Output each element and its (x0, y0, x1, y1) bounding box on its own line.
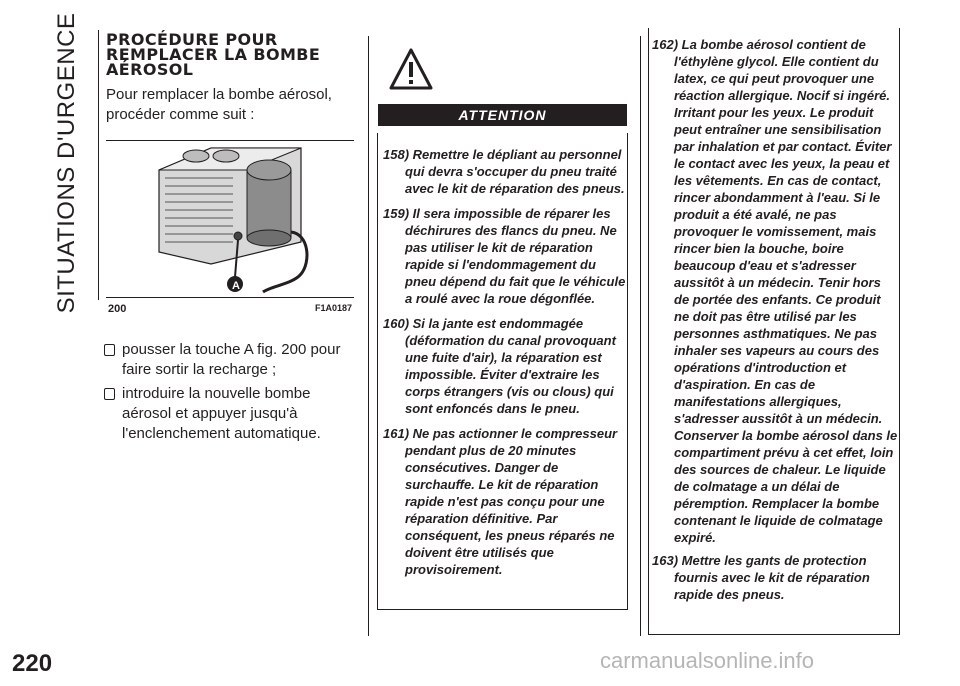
section-side-title (52, 12, 82, 314)
step-text: pousser la touche A fig. 200 pour faire sortir la recharge ; (122, 341, 341, 378)
list-item: 159) Il sera impossible de réparer les déchirures des flancs du pneu. Ne pas utiliser le kit de réparation rapide si l'endommagement du pneu dépend du fait que le véhicule a roulé avec la roue dégonflée. (383, 206, 626, 306)
warning-continued-list (652, 36, 898, 609)
checkbox-bullet-icon (104, 344, 115, 356)
attention-banner: ATTENTION (378, 104, 627, 126)
figure-compressor (106, 140, 354, 320)
page-number: 220 (12, 650, 53, 677)
figure-top-rule (106, 140, 354, 141)
list-item (104, 384, 354, 444)
section-title-text: SITUATIONS D'URGENCE (53, 12, 80, 314)
compressor-illustration (151, 142, 321, 297)
column-rule-right (640, 36, 641, 636)
procedure-column (106, 32, 356, 125)
list-item: 161) Ne pas actionner le compresseur pendant plus de 20 minutes consécutives. Danger de surchauffe. Le kit de réparation rapide n'est pas conçu pour une réparation définitive. Par conséquent, les pneus réparés ne doivent être utilisés que provisoirement. (383, 426, 618, 577)
procedure-heading: PROCÉDURE POUR REMPLACER LA BOMBE AÉROSOL (106, 30, 321, 79)
step-text: introduire la nouvelle bombe aérosol et appuyer jusqu'à l'enclenchement automatique. (122, 385, 321, 442)
list-item: 162) La bombe aérosol contient de l'éthylène glycol. Elle contient du latex, ce qui peut provoquer une réaction allergique. Nocif si ingéré. Irritant pour les yeux. Le produit peut entraîner une sensibilisation par inhalation et par contact. Éviter le contact avec les yeux, la peau et les vêtements. En cas de contact, rincer abondamment à l'eau. Si le produit a été avalé, ne pas provoquer le vomissement, mais rincer bien la bouche, boire beaucoup d'eau et s'adresser aussitôt à un médecin. Tenir hors de portée des enfants. Ce produit ne doit pas être utilisé par les personnes asthmatiques. Ne pas inhaler ses vapeurs au cours des opérations d'introduction et d'aspiration. En cas de manifestations allergiques, s'adresser aussitôt à un médecin. Conserver la bombe aérosol dans le compartiment prévu à cet effet, loin des sources de chaleur. Le liquide de colmatage a un délai de péremption. Remplacer la bombe contenant le liquide de colmatage expiré. (652, 37, 898, 545)
warning-triangle-icon (388, 46, 434, 92)
column-rule-left (98, 30, 99, 300)
list-item: 158) Remettre le dépliant au personnel qui devra s'occuper du pneu traité avec le kit de réparation des pneus. (383, 147, 625, 196)
figure-bottom-rule (106, 297, 354, 298)
list-item: 163) Mettre les gants de protection fournis avec le kit de réparation rapide des pneus. (652, 553, 870, 602)
list-item: 160) Si la jante est endommagée (déformation du canal provoquant une fuite d'air), la réparation est impossible. Éviter d'extraire les corps étrangers (vis ou clous) qui sont enfoncés dans le pneu. (383, 316, 616, 416)
watermark: carmanualsonline.info (600, 648, 815, 673)
column-rule-middle (368, 36, 369, 636)
figure-code: F1A0187 (314, 303, 352, 313)
procedure-intro: Pour remplacer la bombe aérosol, procéder comme suit : (106, 86, 332, 123)
procedure-steps (104, 340, 354, 448)
warning-list (383, 146, 627, 586)
callout-a-label: A (232, 280, 240, 292)
figure-number: 200 (108, 303, 127, 315)
list-item (104, 340, 354, 380)
checkbox-bullet-icon (104, 388, 115, 400)
